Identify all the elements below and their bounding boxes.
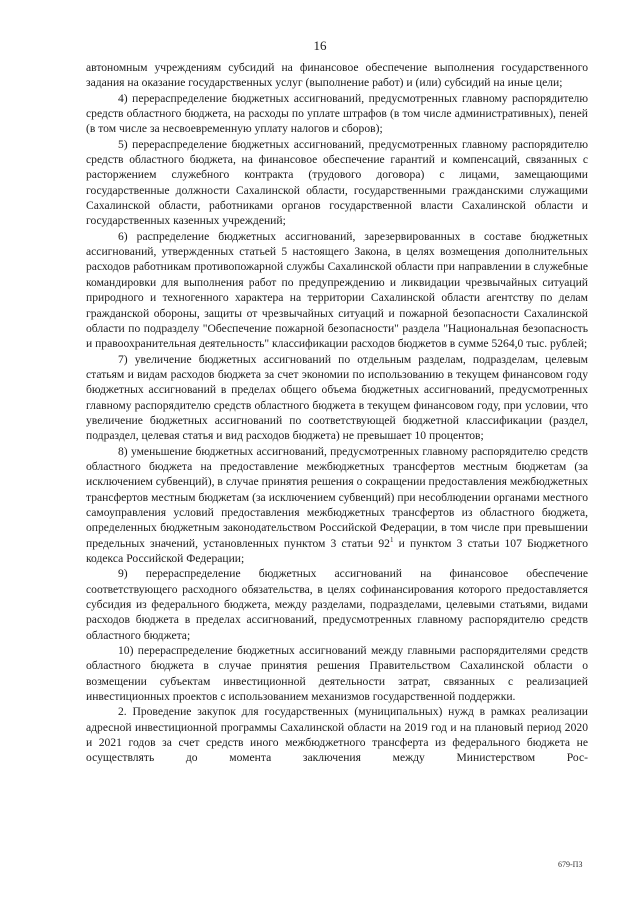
- paragraph-item-4: 4) перераспределение бюджетных ассигнований, предусмотренных главному распорядителю средств областного бюджета, на расходы по уплате штрафов (в том числе административных), пеней (в том числе за несвоевременную уплату налогов и сборов);: [86, 91, 588, 136]
- paragraph-section-2: 2. Проведение закупок для государственных (муниципальных) нужд в рамках реализации адресной инвестиционной программы Сахалинской области на 2019 год и на плановый период 2020 и 2021 годов за счет средств иного межбюджетного трансферта из федерального бюджета не осуществлять до момента заключения между Министерством Рос-: [86, 705, 588, 765]
- paragraph-item-10: 10) перераспределение бюджетных ассигнований между главными распорядителями средств областного бюджета в случае принятия решения Правительством Сахалинской области о возмещении субъектам инвестиционной деятельности затрат, связанных с реализацией инвестиционных проектов с использованием механизмов государственной поддержки.: [86, 644, 588, 704]
- paragraph-item-8-text-end: и пунктом 3 статьи 107 Бюджетного кодекса Российской Федерации;: [86, 536, 588, 565]
- paragraph-item-6: 6) распределение бюджетных ассигнований, зарезервированных в составе бюджетных ассигнований, утвержденных статьей 5 настоящего Закона, в целях возмещения дополнительных расходов работникам противопожарной службы Сахалинской области при направлении в служебные командировки для выполнения работ по предупреждению и ликвидации чрезвычайных ситуаций природного и техногенного характера на территории Сахалинской области агентству по делам гражданской обороны, защиты от чрезвычайных ситуаций и пожарной безопасности Сахалинской области по подразделу "Обеспечение пожарной безопасности" раздела "Национальная безопасность и правоохранительная деятельность" классификации расходов бюджетов в сумме 5264,0 тыс. рублей;: [86, 229, 588, 351]
- paragraph-continuation: автономным учреждениям субсидий на финансовое обеспечение выполнения государственного задания на оказание государственных услуг (выполнение работ) и (или) субсидий на иные цели;: [86, 61, 588, 90]
- document-code: 679-ПЗ: [558, 860, 583, 869]
- paragraph-item-8-text: 8) уменьшение бюджетных ассигнований, предусмотренных главному распорядителю средств областного бюджета на предоставление межбюджетных трансфертов местным бюджетам (за исключением субвенций), в случае принятия решения о сокращении предоставления межбюджетных трансфертов местным бюджетам (за исключением субвенций) при несоблюдении органами местного самоуправления условий предоставления межбюджетных трансфертов из областного бюджета, определенных бюджетным законодательством Российской Федерации, в том числе при превышении предельных значений, установленных пунктом 3 статьи 92: [86, 444, 588, 550]
- page-number: 16: [313, 38, 327, 53]
- paragraph-item-9: 9) перераспределение бюджетных ассигнований на финансовое обеспечение соответствующего расходного обязательства, в целях софинансирования которого предоставляется субсидия из федерального бюджета, между разделами, подразделами, целевыми статьями, видами расходов бюджета в пределах ассигнований, предусмотренных главному распорядителю средств областного бюджета;: [86, 567, 588, 642]
- paragraph-item-8: [86, 444, 588, 567]
- paragraph-item-7: 7) увеличение бюджетных ассигнований по отдельным разделам, подразделам, целевым статьям и видам расходов бюджета за счет экономии по использованию в текущем финансовом году бюджетных ассигнований в пределах общего объема бюджетных ассигнований, предусмотренных главному распорядителю средств областного бюджета в текущем финансовом году, при условии, что увеличение бюджетных ассигнований по соответствующей бюджетной классификации (раздел, подраздел, целевая статья и вид расходов бюджета) не превышает 10 процентов;: [86, 352, 588, 443]
- paragraph-item-5: 5) перераспределение бюджетных ассигнований, предусмотренных главному распорядителю средств областного бюджета, на финансовое обеспечение гарантий и компенсаций, связанных с расторжением служебного контракта (трудового договора) с лицами, замещающими государственные должности Сахалинской области, государственными гражданскими служащими Сахалинской области, работниками органов государственной власти Сахалинской области и государственных казенных учреждений;: [86, 137, 588, 228]
- body-text: [86, 60, 588, 766]
- paragraph-item-8-superscript: 1: [389, 535, 394, 544]
